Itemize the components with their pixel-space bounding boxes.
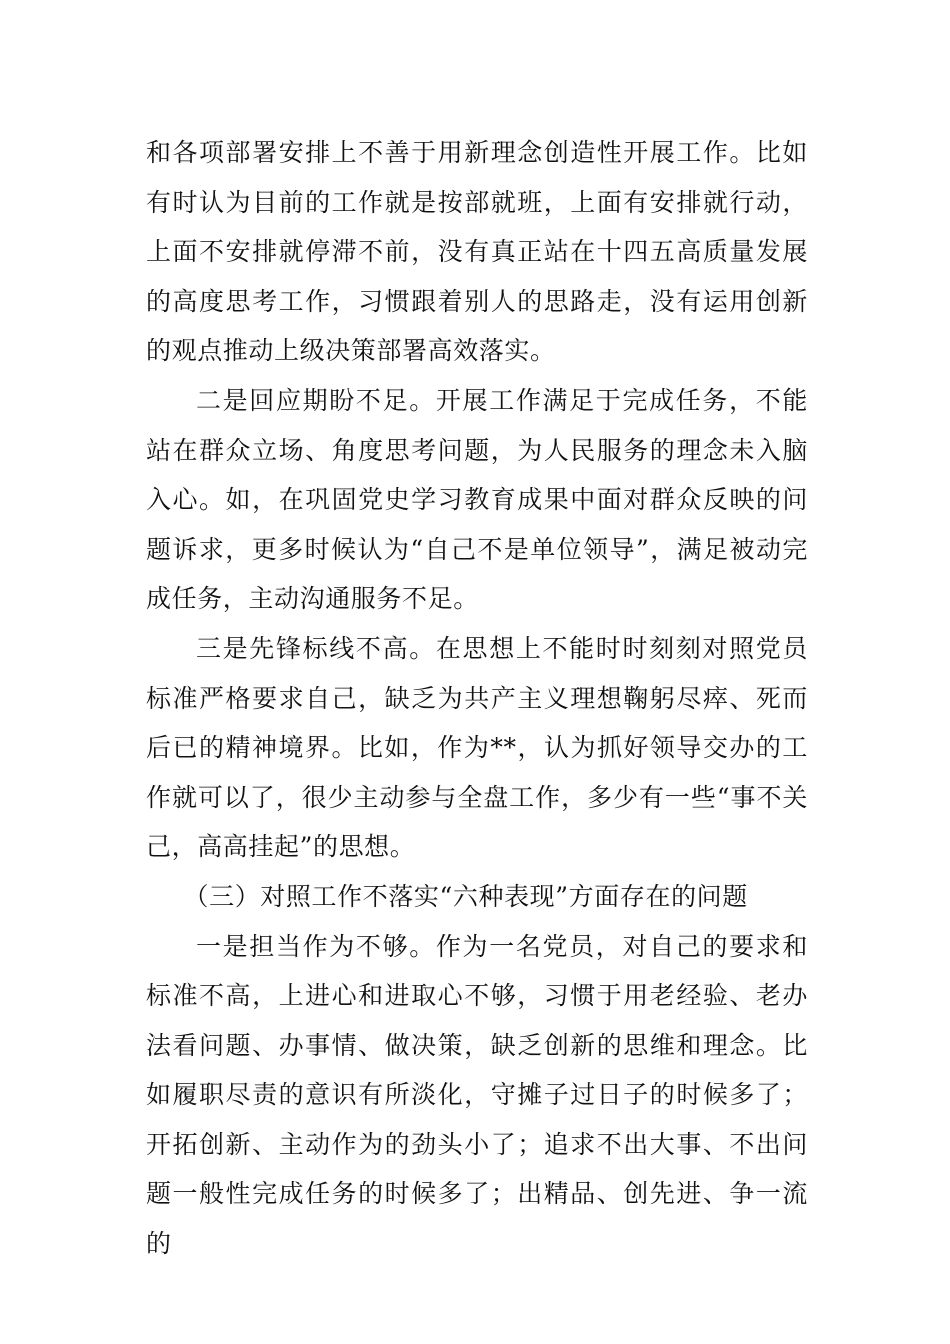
paragraph-point-three: 三是先锋标线不高。在思想上不能时时刻刻对照党员标准严格要求自己，缺乏为共产主义理想鞠躬尽瘁、死而后已的精神境界。比如，作为**，认为抓好领导交办的工作就可以了，很少主动参与全盘工作，多少有一些“事不关己，高高挂起”的思想。 <box>146 633 808 862</box>
section-heading: （三）对照工作不落实“六种表现”方面存在的问题 <box>183 881 748 911</box>
paragraph-continuation: 和各项部署安排上不善于用新理念创造性开展工作。比如有时认为目前的工作就是按部就班，上面有安排就行动，上面不安排就停滞不前，没有真正站在十四五高质量发展的高度思考工作，习惯跟着别人的思路走，没有运用创新的观点推动上级决策部署高效落实。 <box>146 138 808 366</box>
paragraph-point-two: 二是回应期盼不足。开展工作满足于完成任务，不能站在群众立场、角度思考问题，为人民服务的理念未入脑入心。如，在巩固党史学习教育成果中面对群众反映的问题诉求，更多时候认为“自己不是单位领导”，满足被动完成任务，主动沟通服务不足。 <box>146 385 808 614</box>
document-body <box>146 128 808 1269</box>
paragraph-point-one: 一是担当作为不够。作为一名党员，对自己的要求和标准不高，上进心和进取心不够，习惯于用老经验、老办法看问题、办事情、做决策，缺乏创新的思维和理念。比如履职尽责的意识有所淡化，守摊子过日子的时候多了；开拓创新、主动作为的劲头小了；追求不出大事、不出问题一般性完成任务的时候多了；出精品、创先进、争一流的 <box>146 931 808 1259</box>
